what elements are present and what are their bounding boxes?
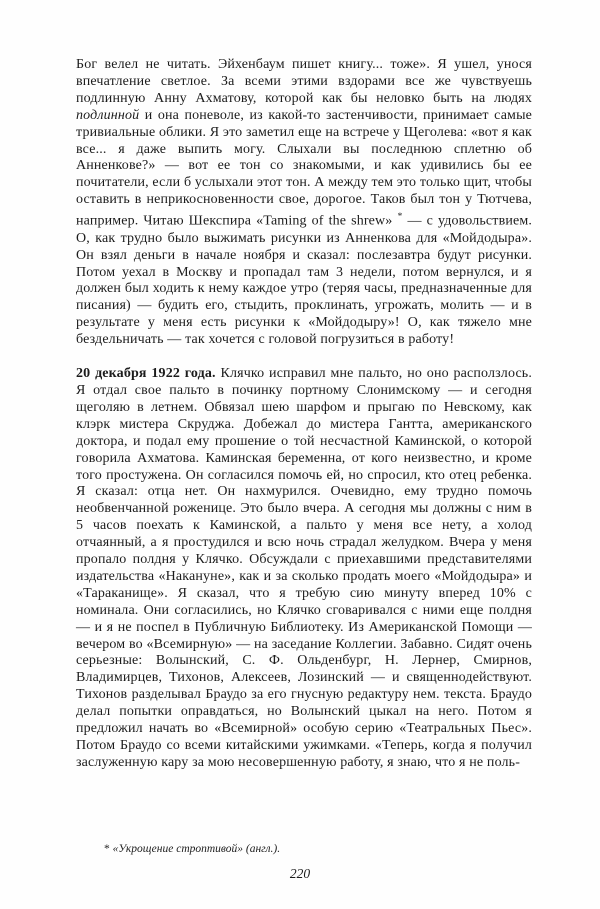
text-segment: Клячко исправил мне пальто, но оно расползлось. Я отдал свое пальто в починку портному Слонимскому — и сегодня щеголяю в летнем. Обвязал шею шарфом и прыгаю по Невскому, как клэрк мистера Скруджа. Добежал до мистера Гантта, американского доктора, и подал ему прошение о той несчастной Каминской, о которой говорила Ахматова. Каминская беременна, от кого неизвестно, и кроме того простужена. Он согласился помочь ей, но спросил, кто отец ребенка. Я сказал: отца нет. Он нахмурился. Очевидно, ему трудно помочь необвенчанной роженице. Это было вчера. А сегодня мы должны с ним в 5 часов поехать к Каминской, а пальто у меня все нету, а холод отчаянный, а я простудился и всю ночь страдал желудком. Вчера у меня пропало полдня у Клячко. Обсуждали с приехавшими представителями издательства «Накануне», как и за сколько продать моего «Мойдодыра» и «Тараканище». Я сказал, что я требую сию минуту вперед 10% с номинала. Они согласились, но Клячко сговаривался с ними еще полдня — и я не поспел в Публичную Библиотеку. Из Американской Помощи — вечером во «Всемирную» — на заседание Коллегии. Забавно. Сидят очень серьезные: Волынский, С. Ф. Ольденбург, Н. Лернер, Смирнов, Владимирцев, Тихонов, Алексеев, Лозинский — и священнодействуют. Тихонов разделывал Браудо за его гнусную редактуру нем. текста. Браудо делал попытки оправдаться, но Волынский цыкал на него. Потом я предложил начать во «Всемирной» особую серию «Театральных Пьес». Потом Браудо со всеми китайскими ужимками. «Теперь, когда я получил заслуженную кару за мою несовершенную работу, я знаю, что я не поль- [76,366,532,770]
text-segment: — с удовольствием. О, как трудно было выжимать рисунки из Анненкова для «Мойдодыра». Он взял деньги в начале ноября и сказал: послезавтра будут рисунки. Потом уехал в Москву и пропадал там 3 недели, потом вернулся, и я должен был ходить к нему каждое утро (теряя часы, предназначенные для писания) — будить его, стыдить, проклинать, угрожать, молить — и в результате у меня есть рисунки к «Мойдодыру»! О, как тяжело мне бездельничать — так хочется с головой погрузиться в работу! [76,213,532,348]
footnote-text: «Укрощение строптивой» (англ.). [112,843,281,855]
page-number: 220 [289,866,311,881]
footnote-marker-inline: * [397,211,403,223]
text-segment: Бог велел не читать. Эйхенбаум пишет книгу... тоже». Я ушел, унося впечатление светлое. За всеми этими вздорами все же чувствуешь подлинную Анну Ахматову, которой как бы неловко быть на людях [76,57,532,106]
diary-date-heading: 20 декабря 1922 года. [76,366,216,382]
text-segment: и она поневоле, из какой-то застенчивости, принимает самые тривиальные облики. Я это заметил еще на встрече у Щеголева: «вот я как все... я даже выпить могу. Слыхали вы последнюю сплетню об Анненкове?» — вот ее тон со знакомыми, и как удивились бы ее почитатели, если б услыхали этот тон. А между тем это только щит, чтобы оставить в неприкосновенности свое, дорогое. Таков был тон у Тютчева, например. Читаю Шекспира «Taming of the shrew» [76,107,532,229]
page-text [76,57,532,772]
footnote [76,842,532,856]
paragraph-2 [76,366,532,772]
paragraph-1 [76,57,532,349]
footnote-marker: * [104,843,113,855]
text-segment-italic: подлинной [76,107,140,123]
